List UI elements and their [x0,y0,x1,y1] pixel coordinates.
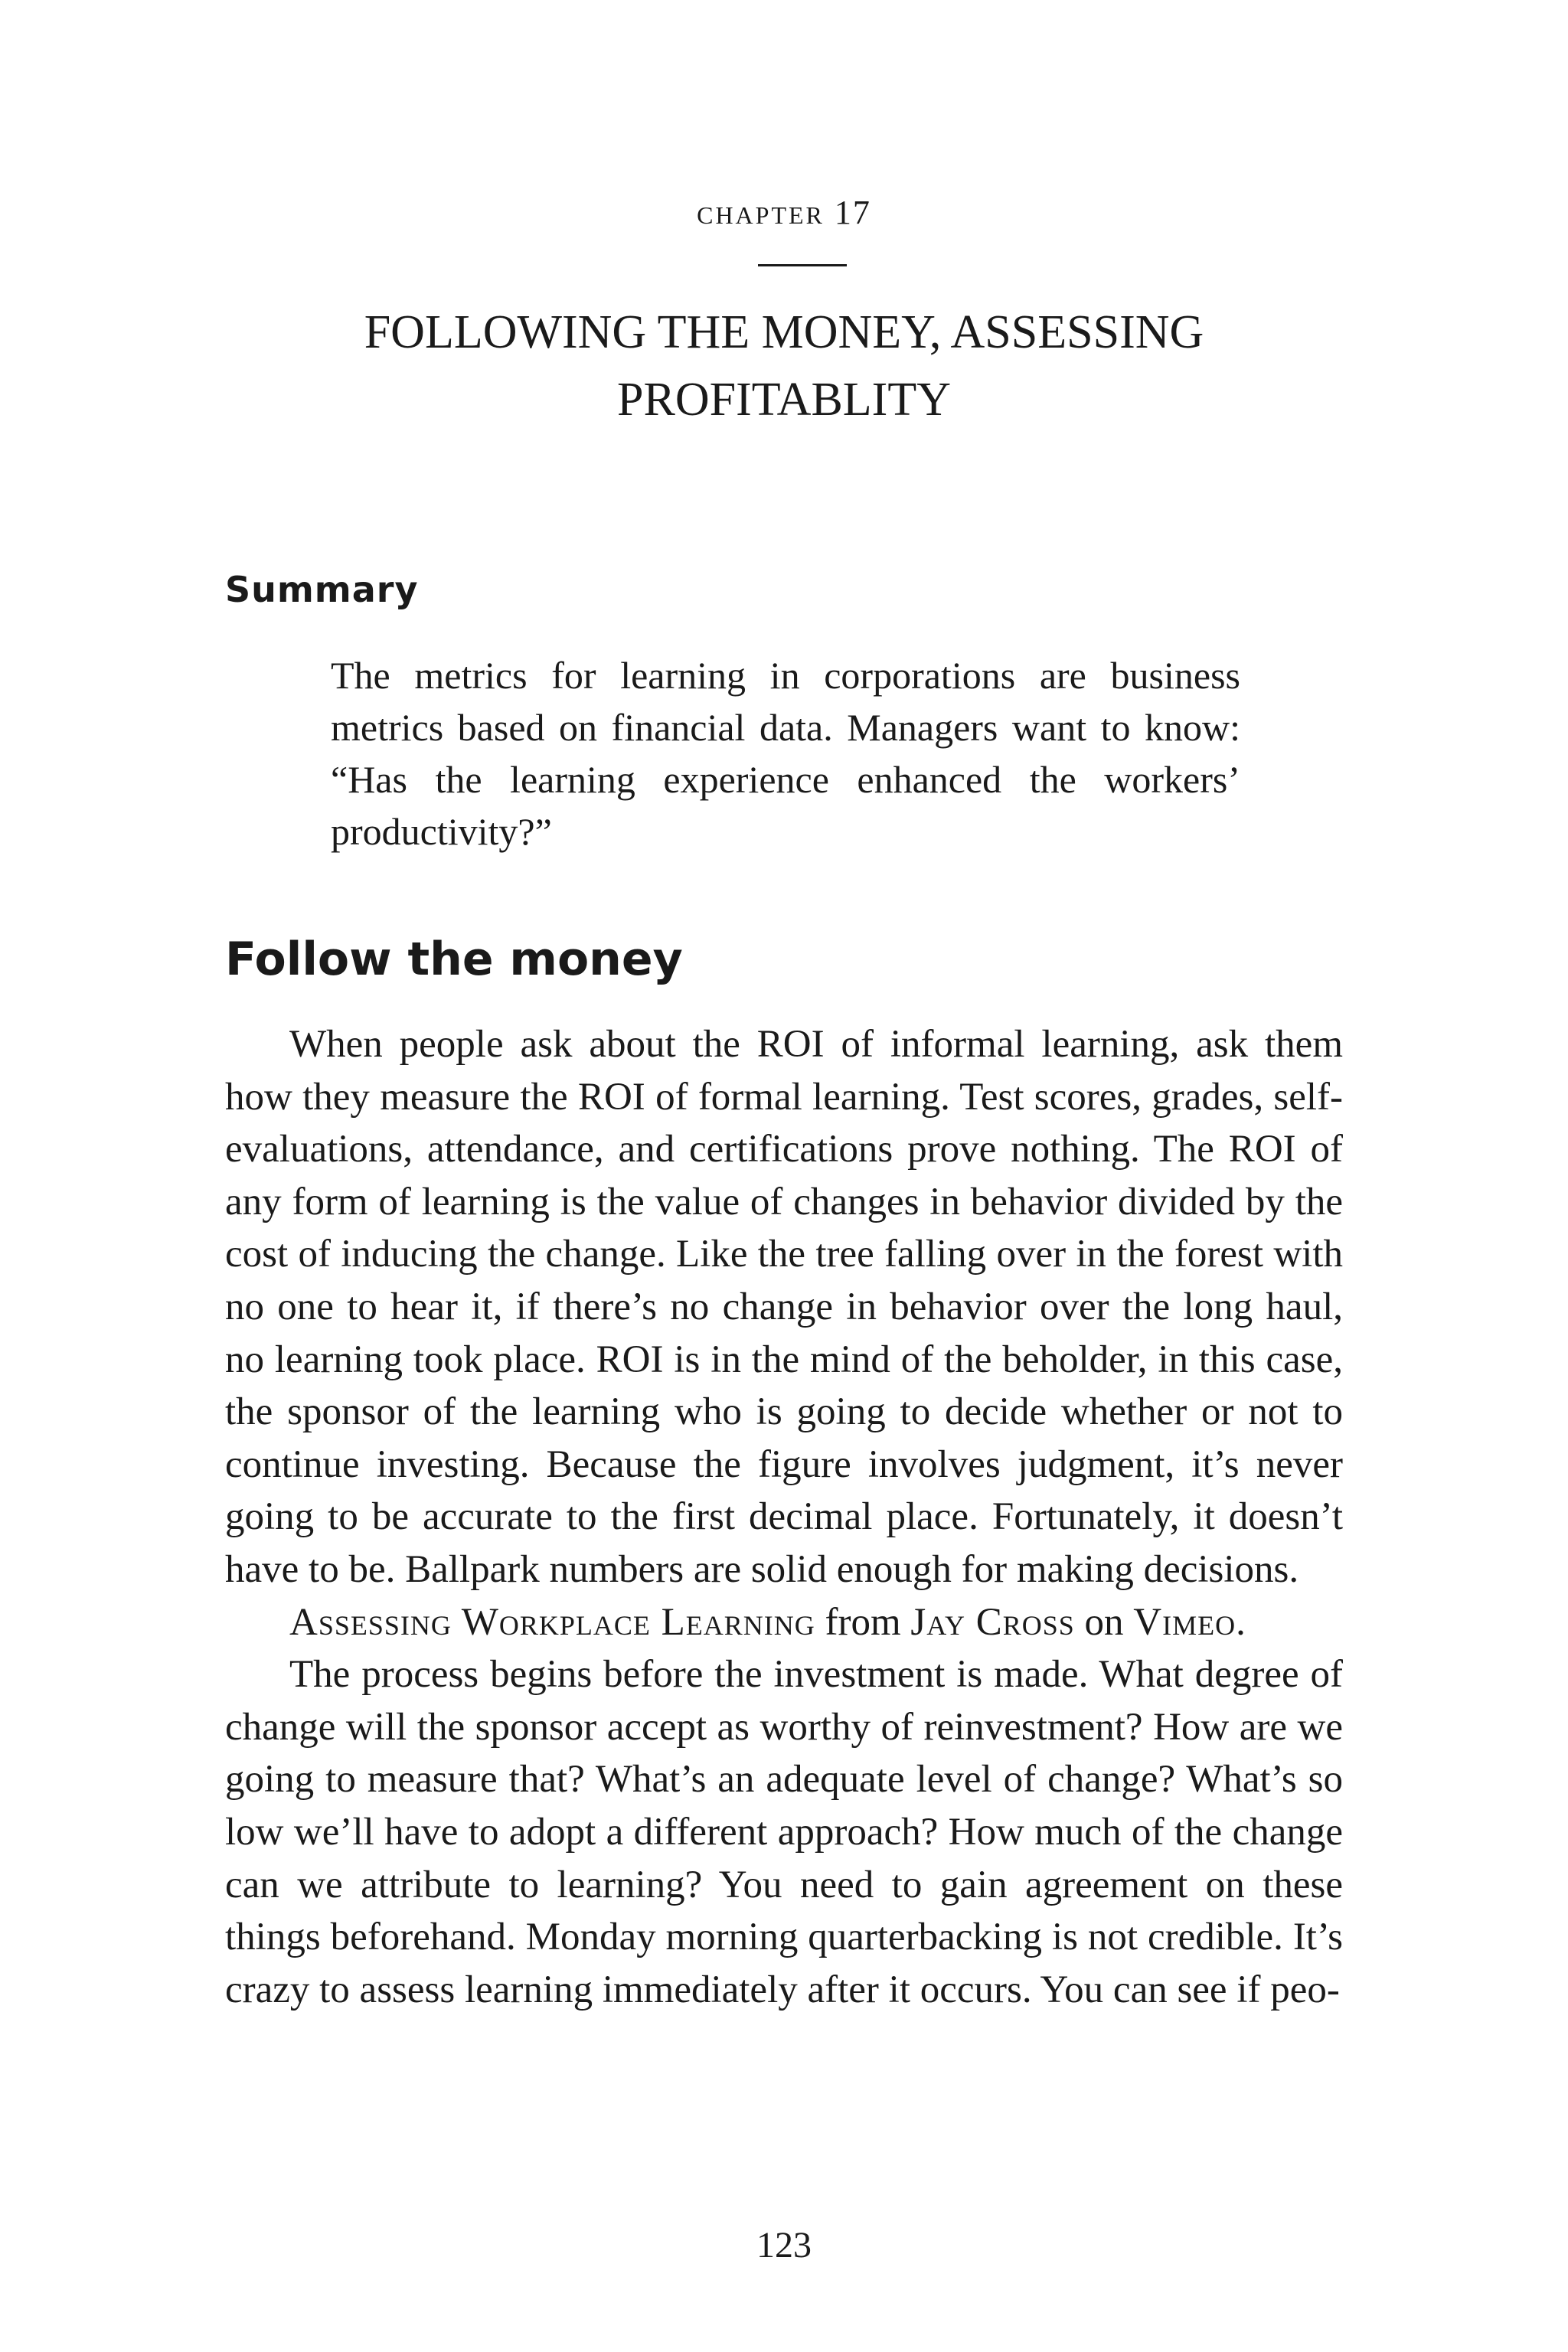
chapter-word: chapter [697,192,825,231]
paragraph-1: When people ask about the ROI of informal learning, ask them how they measure the ROI of formal learning. Test scores, grades, self-evaluations, attendance, and certifications prove nothing. The ROI of any form of learning is the value of changes in behavior divided by the cost of inducing the change. Like the tree falling over in the forest with no one to hear it, if there’s no change in behavior over the long haul, no learning took place. ROI is in the mind of the beholder, in this case, the sponsor of the learning who is going to decide whether or not to continue investing. Because the figure involves judgment, it’s never going to be accurate to the first decimal place. Fortunately, it doesn’t have to be. Ballpark numbers are solid enough for making decisions. [225,1023,1343,1591]
video-credit-end: . [1236,1600,1246,1644]
video-from: from [825,1600,901,1644]
paragraph-2: The process begins before the investment is made. What degree of change will the sponsor accept as worthy of reinvestment? How are we going to measure that? What’s an adequate level of change? What’s so low we’ll have to adopt a different approach? How much of the change can we attribute to learning? You need to gain agreement on these things beforehand. Monday morning quarterbacking is not credible. It’s crazy to assess learning immediately after it occurs. You can see if peo- [225,1653,1343,2011]
video-credit [225,1596,1343,1649]
chapter-label [0,191,1568,232]
chapter-title-line-1: FOLLOWING THE MONEY, ASSESSING [364,306,1204,358]
chapter-title [248,299,1320,433]
section-heading: Follow the money [225,933,683,986]
body-text [225,1018,1343,2016]
chapter-title-line-2: PROFITABLITY [617,374,951,426]
page-number: 123 [756,2225,812,2265]
summary-text: The metrics for learning in corporations are business metrics based on financial data. Managers want to know: “Has the learning experience enhanced the workers’ productivity?” [331,654,1240,853]
video-platform[interactable]: Vimeo [1133,1600,1236,1644]
video-on: on [1084,1600,1124,1644]
chapter-divider [758,264,847,266]
video-author[interactable]: Jay Cross [910,1600,1075,1644]
summary-heading: Summary [225,569,419,610]
chapter-number: 17 [834,194,871,231]
video-title[interactable]: Assessing Workplace Learning [289,1600,815,1644]
